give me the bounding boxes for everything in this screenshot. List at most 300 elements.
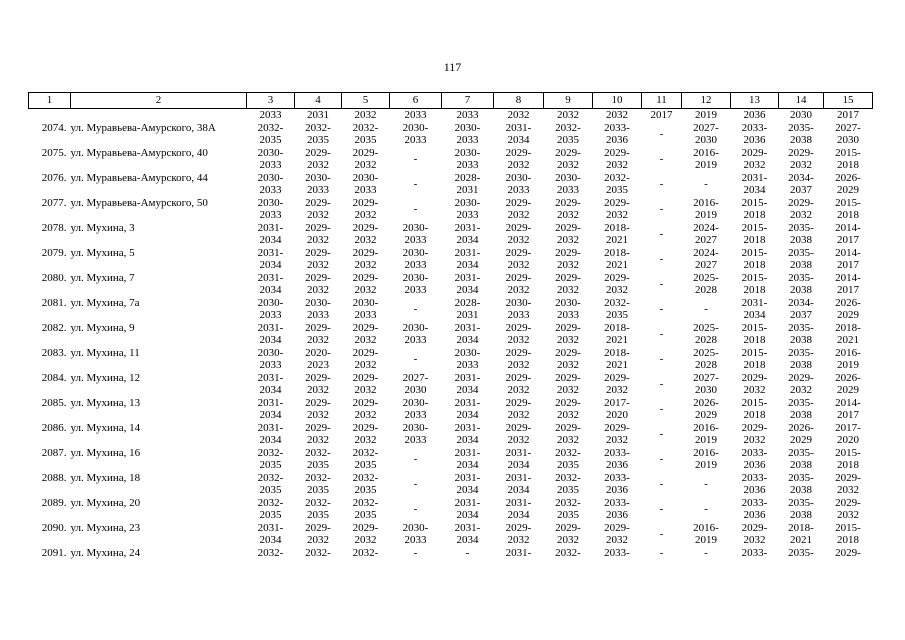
cell-line: 2029- — [352, 396, 379, 409]
table-cell — [642, 272, 682, 297]
cell-line: 2029- — [352, 521, 379, 534]
cell-line: 2032 — [507, 359, 530, 371]
header-row — [29, 93, 873, 109]
table-cell — [494, 397, 544, 422]
table-cell — [593, 122, 642, 147]
cell-line: 2033 — [307, 309, 329, 321]
cell-line: 2029- — [505, 346, 532, 359]
table-cell — [247, 547, 295, 560]
table-cell — [390, 109, 442, 122]
row-number: 2091. — [41, 546, 67, 559]
cell-line: 2035 — [354, 484, 377, 496]
table-cell — [247, 247, 295, 272]
cell-line: 2029- — [352, 271, 379, 284]
table-cell — [731, 397, 779, 422]
row-address: ул. Мухина, 7а — [70, 296, 140, 309]
cell-line: 2033 — [507, 184, 530, 196]
cell-line: 2032 — [507, 109, 530, 121]
cell-line: 2031- — [454, 321, 481, 334]
cell-line: 2032 — [307, 334, 329, 346]
table-row — [29, 497, 873, 522]
cell-line: 2031- — [505, 471, 532, 484]
cell-line: 2035- — [788, 471, 814, 484]
cell-line: 2030 — [837, 134, 859, 146]
cell-line: 2032 — [557, 384, 579, 396]
table-cell — [442, 222, 494, 247]
table-row — [29, 322, 873, 347]
cell-line: 2036 — [606, 459, 628, 471]
cell-line: 2030- — [454, 196, 481, 209]
cell-line: 2029- — [788, 196, 814, 209]
cell-line: 2029 — [695, 409, 717, 421]
cell-line: 2029- — [305, 421, 331, 434]
cell-line: 2032- — [604, 171, 630, 184]
cell-line: 2032 — [354, 284, 377, 296]
table-cell — [682, 372, 731, 397]
cell-line: 2030- — [454, 346, 481, 359]
cell-line: 2034 — [259, 409, 282, 421]
table-cell — [390, 372, 442, 397]
table-cell — [390, 272, 442, 297]
table-cell — [342, 497, 390, 522]
header-cell-6: 6 — [390, 93, 442, 109]
cell-line: 2032 — [557, 359, 579, 371]
header-cell-10: 10 — [593, 93, 642, 109]
cell-line: 2029- — [505, 421, 532, 434]
table-cell — [295, 472, 342, 497]
header-cell-9: 9 — [544, 93, 593, 109]
cell-line: 2036 — [743, 109, 766, 121]
cell-line: 2032 — [507, 159, 530, 171]
cell-line: 2021 — [790, 534, 812, 546]
cell-line: 2036 — [606, 134, 628, 146]
cell-line: 2018- — [604, 346, 630, 359]
cell-line: 2033 — [404, 334, 427, 346]
cell-line: - — [659, 477, 664, 490]
cell-line: 2030 — [790, 109, 812, 121]
cell-line: 2032 — [354, 534, 377, 546]
table-cell — [390, 222, 442, 247]
row-number: 2075. — [41, 146, 67, 159]
cell-line: 2032 — [507, 209, 530, 221]
table-cell — [779, 447, 824, 472]
cell-line: 2032 — [557, 434, 579, 446]
cell-line: 2031- — [505, 121, 532, 134]
table-cell — [442, 522, 494, 547]
cell-line: 2021 — [606, 259, 628, 271]
cell-line: 2034 — [259, 334, 282, 346]
cell-line: 2032 — [307, 209, 329, 221]
cell-line: 2032 — [743, 384, 766, 396]
cell-line: 2032 — [507, 334, 530, 346]
cell-line: 2028 — [695, 359, 717, 371]
cell-line: 2032 — [507, 409, 530, 421]
table-cell — [824, 322, 873, 347]
table-cell — [247, 522, 295, 547]
table-cell — [731, 272, 779, 297]
table-body — [29, 109, 873, 560]
cell-line: 2024- — [693, 221, 719, 234]
cell-line: 2035 — [354, 509, 377, 521]
cell-line: 2030- — [402, 321, 429, 334]
table-cell — [247, 197, 295, 222]
table-cell — [494, 122, 544, 147]
row-number: 2081. — [41, 296, 67, 309]
table-cell — [442, 347, 494, 372]
cell-line: 2029- — [604, 521, 630, 534]
cell-line: 2029- — [604, 196, 630, 209]
cell-line: 2031- — [257, 321, 284, 334]
cell-line: 2032 — [307, 234, 329, 246]
cell-line: 2035 — [307, 134, 329, 146]
table-cell — [295, 422, 342, 447]
table-cell — [342, 347, 390, 372]
cell-line: 2026- — [835, 371, 861, 384]
row-number: 2078. — [41, 221, 67, 234]
cell-line: 2035 — [307, 459, 329, 471]
table-cell — [824, 297, 873, 322]
table-cell — [442, 147, 494, 172]
cell-line: 2032 — [354, 159, 377, 171]
cell-line: 2031- — [454, 271, 481, 284]
cell-line: 2031 — [456, 309, 479, 321]
cell-line: 2019 — [695, 434, 717, 446]
table-cell — [779, 122, 824, 147]
table-cell — [824, 397, 873, 422]
cell-line: 2018 — [743, 334, 766, 346]
cell-line: - — [413, 546, 418, 559]
cell-line: 2034 — [259, 259, 282, 271]
table-cell — [295, 109, 342, 122]
table-cell — [247, 272, 295, 297]
cell-line: - — [659, 252, 664, 265]
cell-line: 2032 — [354, 334, 377, 346]
cell-line: 2032- — [555, 546, 581, 559]
table-cell — [390, 497, 442, 522]
table-cell — [544, 222, 593, 247]
cell-line: 2029- — [741, 421, 768, 434]
row-number: 2082. — [41, 321, 67, 334]
table-cell — [494, 147, 544, 172]
cell-line: 2029- — [505, 221, 532, 234]
cell-line: 2030- — [555, 296, 581, 309]
cell-line: 2026- — [693, 396, 719, 409]
cell-line: - — [659, 402, 664, 415]
cell-line: 2033 — [354, 309, 377, 321]
cell-line: 2030- — [257, 171, 284, 184]
cell-line: 2030- — [402, 221, 429, 234]
cell-line: 2034 — [456, 284, 479, 296]
table-cell — [342, 297, 390, 322]
cell-line: 2029- — [555, 396, 581, 409]
table-cell — [494, 447, 544, 472]
cell-line: 2017 — [837, 259, 859, 271]
cell-line: 2031 — [307, 109, 329, 121]
table-cell — [247, 297, 295, 322]
table-cell — [682, 222, 731, 247]
row-address: ул. Муравьева-Амурского, 40 — [70, 146, 208, 159]
cell-line: 2032- — [257, 121, 284, 134]
cell-line: 2029- — [352, 371, 379, 384]
table-cell — [642, 122, 682, 147]
table-row — [29, 347, 873, 372]
cell-line: 2035 — [606, 309, 628, 321]
table-cell — [544, 197, 593, 222]
cell-line: 2033 — [404, 109, 427, 121]
cell-line: 2028- — [454, 296, 481, 309]
cell-line: 2034 — [456, 434, 479, 446]
cell-line: 2033 — [404, 234, 427, 246]
table-cell — [442, 109, 494, 122]
cell-line: 2030- — [257, 146, 284, 159]
table-cell — [295, 372, 342, 397]
cell-line: 2037 — [790, 309, 812, 321]
cell-line: 2036 — [606, 484, 628, 496]
cell-line: 2026- — [835, 296, 861, 309]
row-address: ул. Мухина, 23 — [70, 521, 141, 534]
row-address: ул. Мухина, 14 — [70, 421, 141, 434]
cell-line: 2032- — [305, 446, 331, 459]
cell-line: 2029- — [352, 246, 379, 259]
cell-line: 2029- — [305, 396, 331, 409]
cell-line: 2029- — [305, 196, 331, 209]
cell-line: 2032 — [354, 409, 377, 421]
cell-line: 2029- — [555, 196, 581, 209]
cell-line: 2018- — [604, 221, 630, 234]
cell-line: 2032- — [257, 471, 284, 484]
cell-line: 2029- — [505, 146, 532, 159]
cell-line: 2015- — [835, 146, 861, 159]
header-cell-5: 5 — [342, 93, 390, 109]
cell-line: - — [413, 352, 418, 365]
table-cell — [544, 297, 593, 322]
cell-line: 2035- — [788, 496, 814, 509]
cell-line: - — [659, 327, 664, 340]
cell-line: 2027 — [695, 234, 717, 246]
cell-line: 2035- — [788, 246, 814, 259]
cell-line: - — [659, 527, 664, 540]
cell-line: 2028 — [695, 284, 717, 296]
cell-line: 2033 — [259, 184, 282, 196]
table-cell — [247, 322, 295, 347]
cell-line: 2034 — [456, 409, 479, 421]
row-address: ул. Мухина, 13 — [70, 396, 141, 409]
cell-line: 2031- — [257, 221, 284, 234]
cell-line: 2038 — [790, 509, 812, 521]
cell-line: 2038 — [790, 334, 812, 346]
cell-line: 2031- — [741, 296, 768, 309]
cell-line: 2017- — [604, 396, 630, 409]
table-cell — [779, 422, 824, 447]
cell-line: - — [704, 502, 708, 515]
cell-line: 2015- — [741, 396, 768, 409]
table-cell — [544, 422, 593, 447]
table-cell — [390, 472, 442, 497]
cell-line: 2032 — [307, 409, 329, 421]
table-cell — [342, 547, 390, 560]
cell-line: 2030- — [402, 421, 429, 434]
cell-line: 2018 — [743, 284, 766, 296]
cell-line: 2033 — [456, 134, 479, 146]
table-cell — [682, 109, 731, 122]
row-number: 2080. — [41, 271, 67, 284]
cell-line: 2032 — [307, 159, 329, 171]
table-cell — [442, 172, 494, 197]
cell-line: 2032 — [557, 159, 579, 171]
table-cell — [824, 147, 873, 172]
cell-line: 2024- — [693, 246, 719, 259]
table-cell — [642, 247, 682, 272]
cell-line: 2014- — [835, 221, 861, 234]
cell-line: - — [659, 227, 664, 240]
row-address: ул. Мухина, 11 — [70, 346, 140, 359]
cell-line: 2038 — [790, 409, 812, 421]
cell-line: 2032 — [354, 209, 377, 221]
cell-line: 2029- — [505, 521, 532, 534]
cell-line: 2033 — [456, 209, 479, 221]
table-cell — [342, 109, 390, 122]
table-cell — [682, 347, 731, 372]
cell-line: 2029- — [505, 271, 532, 284]
header-cell-3: 3 — [247, 93, 295, 109]
cell-line: 2015- — [741, 271, 768, 284]
cell-line: 2029 — [837, 184, 859, 196]
cell-line: 2029- — [788, 371, 814, 384]
cell-line: 2032 — [507, 384, 530, 396]
cell-line: - — [659, 502, 664, 515]
cell-line: 2036 — [743, 134, 766, 146]
table-cell — [390, 297, 442, 322]
header-cell-14: 14 — [779, 93, 824, 109]
table-cell — [390, 347, 442, 372]
table-cell — [682, 397, 731, 422]
row-number: 2079. — [41, 246, 67, 259]
row-address: ул. Мухина, 3 — [70, 221, 135, 234]
cell-line: 2029- — [555, 521, 581, 534]
table-cell — [342, 122, 390, 147]
table-cell — [390, 322, 442, 347]
cell-line: 2029- — [604, 421, 630, 434]
cell-line: 2029- — [555, 421, 581, 434]
cell-line: 2031- — [454, 496, 481, 509]
cell-line: 2029 — [837, 384, 859, 396]
cell-line: 2032- — [555, 121, 581, 134]
table-cell — [779, 522, 824, 547]
cell-line: 2031- — [454, 521, 481, 534]
cell-line: 2018 — [743, 409, 766, 421]
cell-line: - — [659, 377, 664, 390]
table-cell — [342, 422, 390, 447]
table-cell — [442, 547, 494, 560]
cell-line: - — [704, 546, 708, 559]
cell-line: - — [413, 152, 418, 165]
table-cell — [642, 222, 682, 247]
cell-line: 2014- — [835, 246, 861, 259]
cell-line: 2026- — [788, 421, 814, 434]
table-cell — [442, 497, 494, 522]
cell-line: 2018 — [837, 209, 859, 221]
cell-line: 2029- — [835, 471, 861, 484]
cell-line: 2035- — [788, 121, 814, 134]
cell-line: 2033 — [404, 409, 427, 421]
cell-line: - — [659, 302, 664, 315]
cell-line: 2032 — [790, 209, 812, 221]
cell-line: 2038 — [790, 234, 812, 246]
table-cell — [682, 122, 731, 147]
cell-line: 2025- — [693, 271, 719, 284]
table-cell — [824, 447, 873, 472]
cell-line: 2021 — [606, 234, 628, 246]
cell-line: 2032 — [606, 534, 628, 546]
cell-line: 2032 — [354, 434, 377, 446]
table-cell — [824, 372, 873, 397]
cell-line: 2028- — [454, 171, 481, 184]
table-cell — [779, 497, 824, 522]
table-cell — [824, 222, 873, 247]
cell-line: 2035- — [788, 546, 814, 559]
table-cell — [731, 147, 779, 172]
cell-line: 2018- — [788, 521, 814, 534]
cell-line: 2032- — [305, 121, 331, 134]
cell-line: - — [659, 177, 664, 190]
cell-line: 2032 — [557, 334, 579, 346]
cell-line: 2030- — [305, 296, 331, 309]
cell-line: 2017 — [650, 109, 673, 121]
cell-line: - — [659, 152, 664, 165]
table-cell — [544, 172, 593, 197]
table-cell — [390, 547, 442, 560]
cell-line: 2031- — [257, 396, 284, 409]
cell-line: 2032 — [507, 234, 530, 246]
cell-line: 2038 — [790, 134, 812, 146]
table-cell — [642, 197, 682, 222]
cell-line: 2034 — [456, 509, 479, 521]
cell-line: 2032 — [606, 434, 628, 446]
cell-line: 2030- — [257, 196, 284, 209]
cell-line: 2035 — [307, 484, 329, 496]
table-cell — [295, 247, 342, 272]
cell-line: - — [704, 177, 708, 190]
cell-line: 2026- — [835, 171, 861, 184]
cell-line: 2032- — [555, 471, 581, 484]
table-cell — [824, 122, 873, 147]
table-cell — [442, 197, 494, 222]
table-cell — [544, 147, 593, 172]
cell-line: 2032 — [557, 409, 579, 421]
cell-line: 2029- — [835, 496, 861, 509]
table-cell — [494, 372, 544, 397]
table-cell — [247, 147, 295, 172]
row-number: 2077. — [41, 196, 67, 209]
row-number: 2076. — [41, 171, 67, 184]
table-cell — [390, 172, 442, 197]
cell-line: 2033 — [259, 359, 282, 371]
cell-line: 2032 — [307, 534, 329, 546]
cell-line: 2033 — [404, 534, 427, 546]
page-number: 117 — [443, 60, 462, 74]
table-cell — [442, 122, 494, 147]
cell-line: 2032- — [257, 496, 284, 509]
row-address: ул. Мухина, 20 — [70, 496, 141, 509]
table-cell — [390, 147, 442, 172]
table-cell — [731, 372, 779, 397]
cell-line: 2034 — [743, 309, 766, 321]
table-cell — [442, 322, 494, 347]
table-cell — [682, 422, 731, 447]
cell-line: 2034 — [259, 234, 282, 246]
table-cell — [731, 447, 779, 472]
cell-line: 2035 — [259, 484, 282, 496]
